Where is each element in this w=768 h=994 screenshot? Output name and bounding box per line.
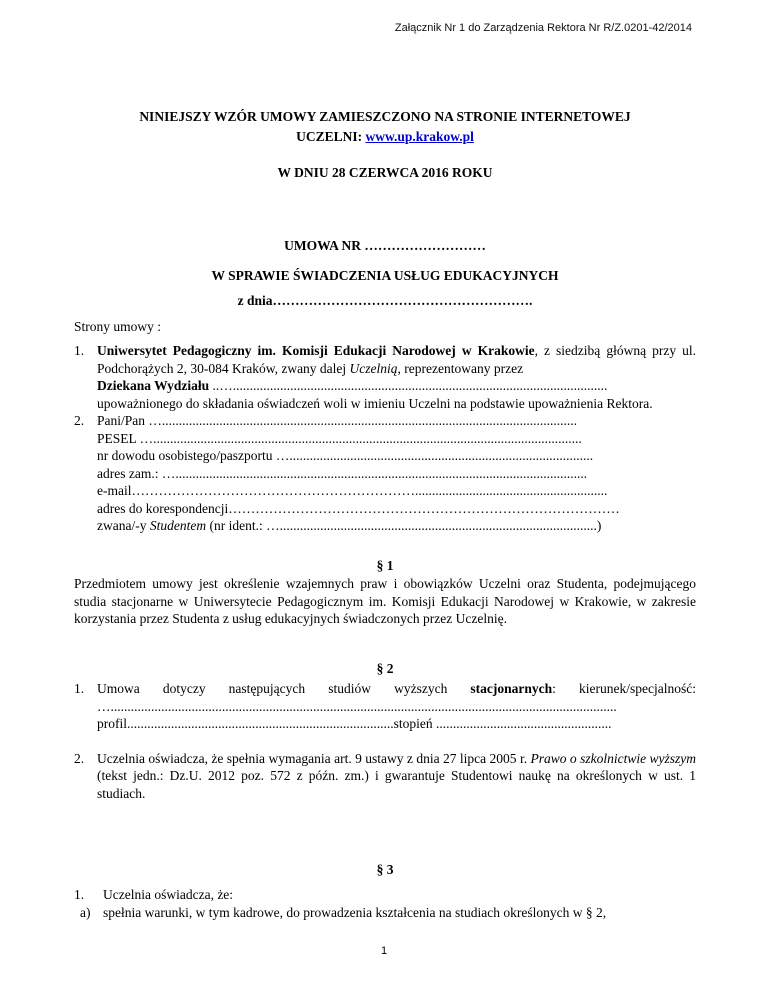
party-1-text-2: , reprezentowany przez bbox=[397, 360, 524, 376]
study-type-line bbox=[97, 680, 696, 698]
party-1-text bbox=[74, 342, 696, 412]
section-3-list bbox=[74, 886, 696, 921]
notice-date: W DNIU 28 CZERWCA 2016 ROKU bbox=[277, 165, 493, 180]
contract-subject: W SPRAWIE ŚWIADCZENIA USŁUG EDUKACYJNYCH bbox=[211, 268, 559, 283]
section-2-item-2-text-2: (tekst jedn.: Dz.U. 2012 poz. 572 z późn. zm.) i gwarantuje Studentowi naukę na określonych w ust. 1 studiach. bbox=[97, 768, 696, 801]
dean-dots: ..…............................................................................................................... bbox=[209, 378, 608, 393]
field-name: Pani/Pan …........................................................................................................................... bbox=[97, 413, 578, 428]
field-student-id bbox=[97, 517, 696, 535]
sub-a-text: spełnia warunki, w tym kadrowe, do prowadzenia kształcenia na studiach określonych w § 2, bbox=[103, 904, 607, 920]
field-address: adres zam.: ….......................................................................................................................... bbox=[97, 465, 588, 481]
contract-date: z dnia…………………………………………………. bbox=[237, 293, 533, 308]
party-1-term-uczelnia: Uczelnią bbox=[349, 360, 398, 376]
section-2-item-2-number: 2. bbox=[74, 750, 85, 766]
section-3-item-1-number: 1. bbox=[74, 887, 85, 902]
notice-heading bbox=[74, 107, 696, 147]
section-2-item-2 bbox=[74, 750, 696, 803]
notice-line-2 bbox=[74, 127, 696, 147]
party-1-text-1: , z siedzibą główną przy ul. Podchorążych 2, 30-084 Kraków, zwany dalej bbox=[97, 343, 697, 376]
party-university bbox=[74, 342, 696, 412]
notice-line-2-prefix: UCZELNI: bbox=[296, 129, 366, 144]
study-type-bold: stacjonarnych bbox=[470, 681, 553, 696]
field-email: e-mail………………………………………………………......................................................... bbox=[97, 483, 608, 498]
section-2-item-1 bbox=[74, 680, 696, 733]
profile-degree-line: profil...............................................................................stopień .................................................... bbox=[97, 716, 612, 731]
sub-a-label: a) bbox=[80, 904, 91, 920]
section-1-text: Przedmiotem umowy jest określenie wzajemnych praw i obowiązków Uczelni oraz Studenta, podejmującego studia stacjonarne w Uniwersytecie Pedagogicznym im. Komisji Edukacji Narodowej w Krakowie, w zakresie korzystania przez Studenta z usług edukacyjnych świadczonych przez Uczelnię. bbox=[74, 576, 696, 626]
notice-line-1: NINIEJSZY WZÓR UMOWY ZAMIESZCZONO NA STRONIE INTERNETOWEJ bbox=[139, 109, 631, 124]
party-2-fields bbox=[74, 412, 696, 535]
section-3-heading: § 3 bbox=[376, 862, 394, 877]
party-1-text-3: upoważnionego do składania oświadczeń woli w imieniu Uczelni na podstawie upoważnienia Rektora. bbox=[97, 395, 653, 411]
study-type-prefix: Umowa dotyczy następujących studiów wyższych bbox=[97, 681, 471, 696]
study-type-suffix: : kierunek/specjalność: bbox=[552, 681, 696, 696]
party-student bbox=[74, 412, 696, 535]
field-correspondence-address: adres do korespondencji…………………………………………………………………………… bbox=[97, 500, 620, 516]
page-number: 1 bbox=[380, 945, 388, 957]
section-2-list bbox=[74, 680, 696, 802]
annex-reference: Załącznik Nr 1 do Zarządzenia Rektora Nr R/Z.0201-42/2014 bbox=[394, 22, 692, 34]
parties-heading: Strony umowy : bbox=[74, 319, 162, 334]
party-2-number: 2. bbox=[74, 413, 85, 428]
section-2-item-2-text-1: Uczelnia oświadcza, że spełnia wymagania art. 9 ustawy z dnia 27 lipca 2005 r. bbox=[97, 750, 531, 766]
party-1-number: 1. bbox=[74, 343, 85, 358]
section-2-item-1-number: 1. bbox=[74, 681, 85, 696]
field-pesel: PESEL …............................................................................................................................... bbox=[97, 430, 582, 446]
dean-label: Dziekana Wydziału bbox=[97, 378, 210, 393]
section-2-item-2-text bbox=[74, 750, 696, 803]
section-2-heading: § 2 bbox=[376, 661, 394, 676]
section-3-sub-a bbox=[74, 904, 696, 922]
university-name: Uniwersytet Pedagogiczny im. Komisji Edukacji Narodowej w Krakowie bbox=[97, 343, 535, 358]
section-3-item-1-text: Uczelnia oświadcza, że: bbox=[103, 887, 234, 902]
parties-list bbox=[74, 342, 696, 535]
law-title: Prawo o szkolnictwie wyższym bbox=[530, 750, 696, 766]
university-website-link[interactable]: www.up.krakow.pl bbox=[365, 129, 474, 144]
student-prefix: zwana/-y bbox=[97, 518, 150, 533]
student-term: Studentem bbox=[149, 518, 207, 533]
contract-number: UMOWA NR ……………………… bbox=[284, 238, 486, 253]
student-id-dots: (nr ident.: …..............................................................................................) bbox=[206, 518, 602, 533]
section-1-heading: § 1 bbox=[376, 558, 394, 573]
field-id-document: nr dowodu osobistego/paszportu ….......................................................................................... bbox=[97, 448, 594, 463]
field-of-study-dots: …...................................................................................................................................................... bbox=[97, 698, 617, 714]
section-3-item-1 bbox=[74, 886, 696, 904]
